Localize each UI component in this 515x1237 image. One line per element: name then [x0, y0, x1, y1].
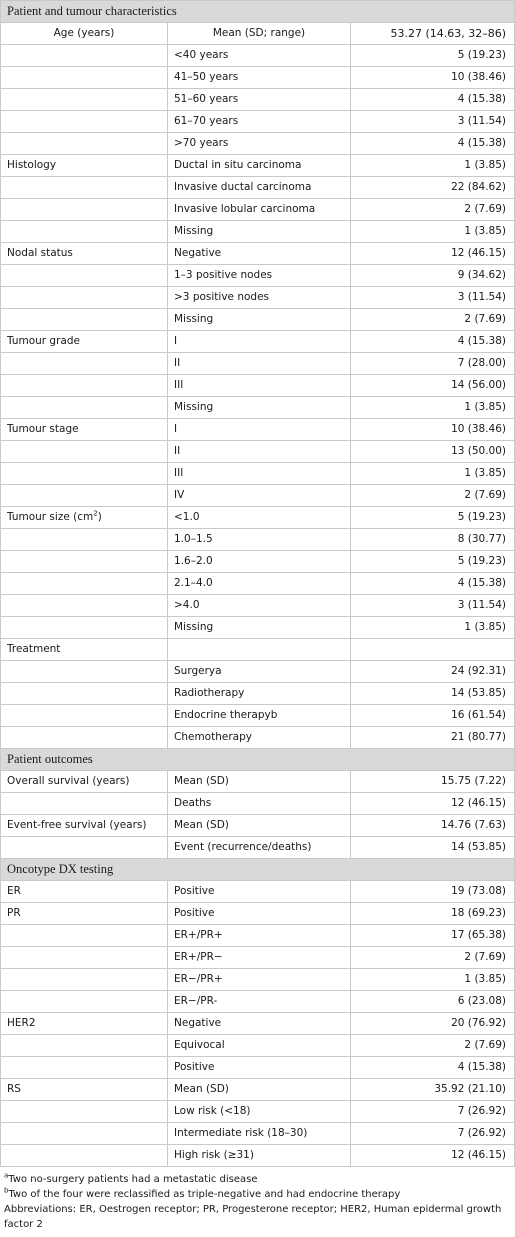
- table-row: [1, 1013, 515, 1035]
- row-value: 1 (3.85): [351, 969, 515, 991]
- footnote: [4, 1187, 504, 1202]
- table-row: [1, 639, 515, 661]
- row-value: 14 (53.85): [351, 683, 515, 705]
- row-value: 3 (11.54): [351, 595, 515, 617]
- row-value: 19 (73.08): [351, 881, 515, 903]
- row-label: [1, 1101, 168, 1123]
- row-label: [1, 705, 168, 727]
- row-label: [1, 485, 168, 507]
- row-category: Equivocal: [168, 1035, 351, 1057]
- table-row: [1, 1035, 515, 1057]
- row-category: III: [168, 463, 351, 485]
- row-value: 14 (53.85): [351, 837, 515, 859]
- row-category: IV: [168, 485, 351, 507]
- row-value: [351, 639, 515, 661]
- table-row: [1, 551, 515, 573]
- row-category: High risk (≥31): [168, 1145, 351, 1167]
- row-value: 2 (7.69): [351, 309, 515, 331]
- table-row: [1, 661, 515, 683]
- table-row: [1, 903, 515, 925]
- row-label: [1, 969, 168, 991]
- row-category: <40 years: [168, 45, 351, 67]
- row-label: [1, 397, 168, 419]
- footnote-text: Abbreviations: ER, Oestrogen receptor; PR, Progesterone receptor; HER2, Human epidermal growth factor 2: [4, 1204, 502, 1230]
- row-value: 4 (15.38): [351, 133, 515, 155]
- table-row: [1, 1145, 515, 1167]
- row-category: >4.0: [168, 595, 351, 617]
- row-value: 12 (46.15): [351, 1145, 515, 1167]
- row-category: Mean (SD): [168, 771, 351, 793]
- table-row: [1, 771, 515, 793]
- table-row: [1, 331, 515, 353]
- table-row: [1, 573, 515, 595]
- table-row: [1, 177, 515, 199]
- table-row: [1, 463, 515, 485]
- row-label: [1, 287, 168, 309]
- row-value: 5 (19.23): [351, 507, 515, 529]
- footnote-text: Two no-surgery patients had a metastatic disease: [8, 1174, 258, 1185]
- row-category: Surgerya: [168, 661, 351, 683]
- table-row: [1, 133, 515, 155]
- row-label: [1, 1145, 168, 1167]
- row-value: 8 (30.77): [351, 529, 515, 551]
- table-row: [1, 221, 515, 243]
- row-category: >70 years: [168, 133, 351, 155]
- table-row: [1, 683, 515, 705]
- row-label: Tumour stage: [1, 419, 168, 441]
- row-value: 9 (34.62): [351, 265, 515, 287]
- row-category: Missing: [168, 221, 351, 243]
- row-category: ER−/PR-: [168, 991, 351, 1013]
- row-category: Endocrine therapyb: [168, 705, 351, 727]
- table-row: [1, 155, 515, 177]
- row-value: 13 (50.00): [351, 441, 515, 463]
- row-label: Event-free survival (years): [1, 815, 168, 837]
- row-category: Missing: [168, 397, 351, 419]
- footnote-text: Two of the four were reclassified as triple-negative and had endocrine therapy: [8, 1189, 401, 1200]
- row-label: [1, 529, 168, 551]
- row-value: 24 (92.31): [351, 661, 515, 683]
- row-label: [1, 1123, 168, 1145]
- row-value: 4 (15.38): [351, 573, 515, 595]
- row-category: III: [168, 375, 351, 397]
- section-header-oncotype: [1, 859, 515, 881]
- row-label: [1, 991, 168, 1013]
- table-row: [1, 1123, 515, 1145]
- table-footnotes: [0, 1167, 508, 1232]
- row-category: <1.0: [168, 507, 351, 529]
- row-value: 4 (15.38): [351, 1057, 515, 1079]
- table-row: [1, 529, 515, 551]
- row-label: [1, 1035, 168, 1057]
- row-category: ER+/PR+: [168, 925, 351, 947]
- table-row: [1, 1079, 515, 1101]
- row-label: [1, 463, 168, 485]
- table-row: [1, 969, 515, 991]
- header-mean: Mean (SD; range): [168, 23, 351, 45]
- row-value: 2 (7.69): [351, 1035, 515, 1057]
- row-category: Low risk (<18): [168, 1101, 351, 1123]
- row-value: 1 (3.85): [351, 397, 515, 419]
- row-label: PR: [1, 903, 168, 925]
- row-value: 18 (69.23): [351, 903, 515, 925]
- row-value: 12 (46.15): [351, 243, 515, 265]
- row-label: [1, 793, 168, 815]
- row-category: I: [168, 331, 351, 353]
- table-row: [1, 265, 515, 287]
- table-row: [1, 353, 515, 375]
- row-value: 16 (61.54): [351, 705, 515, 727]
- row-category: Positive: [168, 1057, 351, 1079]
- row-label: [1, 727, 168, 749]
- row-value: 4 (15.38): [351, 331, 515, 353]
- row-label: [1, 67, 168, 89]
- row-value: 7 (26.92): [351, 1101, 515, 1123]
- row-label: [1, 507, 168, 529]
- footnote-mark: b: [4, 1186, 9, 1195]
- row-value: 6 (23.08): [351, 991, 515, 1013]
- row-category: Chemotherapy: [168, 727, 351, 749]
- row-category: Missing: [168, 617, 351, 639]
- section-header-outcomes: [1, 749, 515, 771]
- row-category: 41–50 years: [168, 67, 351, 89]
- row-category: 1–3 positive nodes: [168, 265, 351, 287]
- row-value: 3 (11.54): [351, 111, 515, 133]
- table-row: [1, 1057, 515, 1079]
- table-row: [1, 727, 515, 749]
- row-label: [1, 551, 168, 573]
- row-label: [1, 89, 168, 111]
- row-category: ER+/PR−: [168, 947, 351, 969]
- row-value: 5 (19.23): [351, 551, 515, 573]
- header-mean-value: 53.27 (14.63, 32–86): [351, 23, 515, 45]
- row-label: Nodal status: [1, 243, 168, 265]
- row-category: Invasive lobular carcinoma: [168, 199, 351, 221]
- row-label-tail: ): [97, 511, 102, 523]
- table-row: [1, 67, 515, 89]
- section-title: Patient outcomes: [1, 749, 515, 771]
- row-value: 7 (26.92): [351, 1123, 515, 1145]
- row-value: 14.76 (7.63): [351, 815, 515, 837]
- row-value: 1 (3.85): [351, 617, 515, 639]
- row-category: Positive: [168, 881, 351, 903]
- row-value: 17 (65.38): [351, 925, 515, 947]
- row-value: 35.92 (21.10): [351, 1079, 515, 1101]
- row-value: 1 (3.85): [351, 463, 515, 485]
- table-row: [1, 947, 515, 969]
- row-label: [1, 683, 168, 705]
- row-value: 7 (28.00): [351, 353, 515, 375]
- row-label: RS: [1, 1079, 168, 1101]
- table-row: [1, 309, 515, 331]
- table-row: [1, 881, 515, 903]
- row-label: [1, 595, 168, 617]
- row-label: [1, 1057, 168, 1079]
- table-row: [1, 441, 515, 463]
- row-value: 15.75 (7.22): [351, 771, 515, 793]
- row-label: Treatment: [1, 639, 168, 661]
- row-category: >3 positive nodes: [168, 287, 351, 309]
- row-label: [1, 133, 168, 155]
- row-category: I: [168, 419, 351, 441]
- table-row: [1, 617, 515, 639]
- row-category: Radiotherapy: [168, 683, 351, 705]
- row-label-text: Tumour size (cm: [7, 511, 94, 523]
- row-value: 12 (46.15): [351, 793, 515, 815]
- table-row: [1, 375, 515, 397]
- row-label: [1, 617, 168, 639]
- row-label: Overall survival (years): [1, 771, 168, 793]
- row-label: [1, 353, 168, 375]
- section-title: Oncotype DX testing: [1, 859, 515, 881]
- row-label: [1, 947, 168, 969]
- table-row: [1, 507, 515, 529]
- table-row: [1, 45, 515, 67]
- row-label: HER2: [1, 1013, 168, 1035]
- row-label: [1, 573, 168, 595]
- row-category: 51–60 years: [168, 89, 351, 111]
- table-row: [1, 419, 515, 441]
- row-value: 10 (38.46): [351, 67, 515, 89]
- row-category: Mean (SD): [168, 815, 351, 837]
- row-value: 10 (38.46): [351, 419, 515, 441]
- table-row: [1, 199, 515, 221]
- row-category: ER−/PR+: [168, 969, 351, 991]
- row-category: Negative: [168, 243, 351, 265]
- table-row: [1, 243, 515, 265]
- row-category: Mean (SD): [168, 1079, 351, 1101]
- row-value: 14 (56.00): [351, 375, 515, 397]
- row-value: 5 (19.23): [351, 45, 515, 67]
- table-row: [1, 287, 515, 309]
- table-row: [1, 89, 515, 111]
- row-label: Tumour grade: [1, 331, 168, 353]
- row-value: 21 (80.77): [351, 727, 515, 749]
- row-category: 2.1–4.0: [168, 573, 351, 595]
- row-label: [1, 925, 168, 947]
- row-value: 22 (84.62): [351, 177, 515, 199]
- table-row: [1, 837, 515, 859]
- table-row: [1, 705, 515, 727]
- row-category: Ductal in situ carcinoma: [168, 155, 351, 177]
- row-value: 4 (15.38): [351, 89, 515, 111]
- row-label: ER: [1, 881, 168, 903]
- column-header-row: [1, 23, 515, 45]
- row-label: [1, 45, 168, 67]
- table-row: [1, 485, 515, 507]
- table-row: [1, 1101, 515, 1123]
- row-value: 2 (7.69): [351, 485, 515, 507]
- table-row: [1, 595, 515, 617]
- row-label: [1, 111, 168, 133]
- row-value: 3 (11.54): [351, 287, 515, 309]
- row-category: Missing: [168, 309, 351, 331]
- header-age: Age (years): [1, 23, 168, 45]
- footnote: [4, 1172, 504, 1187]
- section-header-patient: [1, 1, 515, 23]
- row-value: 1 (3.85): [351, 221, 515, 243]
- row-category: Negative: [168, 1013, 351, 1035]
- table-row: [1, 925, 515, 947]
- row-category: Invasive ductal carcinoma: [168, 177, 351, 199]
- table-row: [1, 397, 515, 419]
- row-category: II: [168, 353, 351, 375]
- row-label: [1, 441, 168, 463]
- table-row: [1, 793, 515, 815]
- row-category: Event (recurrence/deaths): [168, 837, 351, 859]
- row-category: II: [168, 441, 351, 463]
- footnote: [4, 1202, 504, 1232]
- row-category: Intermediate risk (18–30): [168, 1123, 351, 1145]
- row-label: [1, 265, 168, 287]
- table-row: [1, 111, 515, 133]
- row-value: 1 (3.85): [351, 155, 515, 177]
- row-label: [1, 221, 168, 243]
- row-label: Histology: [1, 155, 168, 177]
- row-label: [1, 177, 168, 199]
- row-label: [1, 837, 168, 859]
- row-category: Deaths: [168, 793, 351, 815]
- row-category: Positive: [168, 903, 351, 925]
- row-label: [1, 375, 168, 397]
- row-category: 1.0–1.5: [168, 529, 351, 551]
- table-row: [1, 991, 515, 1013]
- row-category: 61–70 years: [168, 111, 351, 133]
- row-value: 2 (7.69): [351, 199, 515, 221]
- row-label: [1, 309, 168, 331]
- row-label: [1, 199, 168, 221]
- superscript: 2: [93, 509, 98, 518]
- section-title: Patient and tumour characteristics: [1, 1, 515, 23]
- row-label: [1, 661, 168, 683]
- footnote-mark: a: [4, 1171, 9, 1180]
- row-category: [168, 639, 351, 661]
- row-value: 20 (76.92): [351, 1013, 515, 1035]
- row-category: 1.6–2.0: [168, 551, 351, 573]
- table-row: [1, 815, 515, 837]
- row-value: 2 (7.69): [351, 947, 515, 969]
